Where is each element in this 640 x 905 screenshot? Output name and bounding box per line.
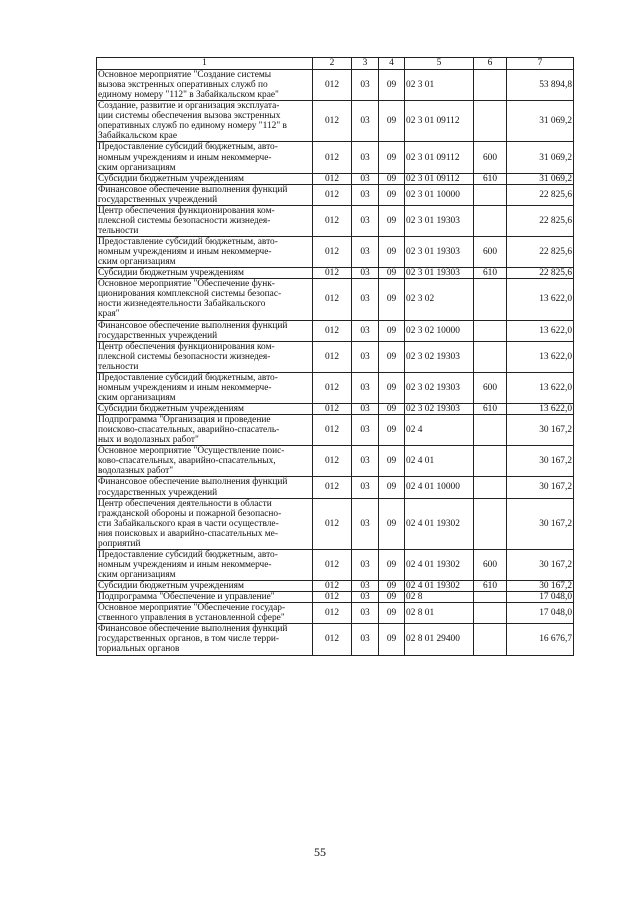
subsection-code-cell: 09 [379,404,405,415]
amount-cell: 16 676,7 [507,624,574,655]
amount-cell: 13 622,0 [507,341,574,372]
ministry-code-cell: 012 [313,70,352,101]
section-code-cell: 03 [352,477,379,498]
ministry-code-cell: 012 [313,205,352,236]
section-code-cell: 03 [352,173,379,184]
table-row [97,498,574,549]
table-row [97,592,574,603]
table-row [97,173,574,184]
target-code-cell: 02 3 01 09112 [405,173,474,184]
ministry-code-cell: 012 [313,237,352,268]
page-number: 55 [314,845,326,859]
ministry-code-cell: 012 [313,279,352,320]
table-body [97,70,574,656]
expense-type-cell [474,320,507,341]
target-code-cell: 02 4 01 19302 [405,581,474,592]
ministry-code-cell: 012 [313,415,352,446]
subsection-code-cell: 09 [379,592,405,603]
section-code-cell: 03 [352,446,379,477]
row-name-cell: Основное мероприятие "Обеспечение государ- ственного управления в установленной сфере" [97,603,313,624]
expense-type-cell: 600 [474,372,507,403]
row-name-cell: Субсидии бюджетным учреждениям [97,268,313,279]
table-row [97,581,574,592]
subsection-code-cell: 09 [379,320,405,341]
table-row [97,603,574,624]
ministry-code-cell: 012 [313,268,352,279]
expense-type-cell: 600 [474,142,507,173]
amount-cell: 22 825,6 [507,237,574,268]
section-code-cell: 03 [352,237,379,268]
row-name-cell: Предоставление субсидий бюджетным, авто- номным учреждениям и иным некоммерче- ским организациям [97,549,313,580]
ministry-code-cell: 012 [313,173,352,184]
expense-type-cell [474,446,507,477]
ministry-code-cell: 012 [313,581,352,592]
expense-type-cell [474,205,507,236]
target-code-cell: 02 3 01 19303 [405,237,474,268]
subsection-code-cell: 09 [379,184,405,205]
subsection-code-cell: 09 [379,477,405,498]
subsection-code-cell: 09 [379,446,405,477]
expense-type-cell: 610 [474,404,507,415]
table-row [97,184,574,205]
expense-type-cell [474,101,507,142]
target-code-cell: 02 8 [405,592,474,603]
expense-type-cell [474,184,507,205]
table-row [97,279,574,320]
ministry-code-cell: 012 [313,184,352,205]
ministry-code-cell: 012 [313,341,352,372]
subsection-code-cell: 09 [379,237,405,268]
amount-cell: 13 622,0 [507,279,574,320]
subsection-code-cell: 09 [379,279,405,320]
expense-type-cell: 600 [474,237,507,268]
target-code-cell: 02 3 01 [405,70,474,101]
row-name-cell: Предоставление субсидий бюджетным, авто- номным учреждениям и иным некоммерче- ским организациям [97,372,313,403]
expense-type-cell [474,70,507,101]
subsection-code-cell: 09 [379,341,405,372]
target-code-cell: 02 3 02 [405,279,474,320]
table-row [97,70,574,101]
amount-cell: 31 069,2 [507,101,574,142]
column-header: 6 [474,58,507,70]
ministry-code-cell: 012 [313,372,352,403]
expense-type-cell [474,603,507,624]
ministry-code-cell: 012 [313,404,352,415]
amount-cell: 53 894,8 [507,70,574,101]
column-header: 2 [313,58,352,70]
amount-cell: 17 048,0 [507,603,574,624]
target-code-cell: 02 3 02 19303 [405,372,474,403]
section-code-cell: 03 [352,184,379,205]
ministry-code-cell: 012 [313,477,352,498]
ministry-code-cell: 012 [313,549,352,580]
target-code-cell: 02 4 01 [405,446,474,477]
row-name-cell: Финансовое обеспечение выполнения функций государственных учреждений [97,184,313,205]
section-code-cell: 03 [352,592,379,603]
target-code-cell: 02 3 02 19303 [405,404,474,415]
row-name-cell: Центр обеспечения функционирования ком- плексной системы безопасности жизнедея- тельности [97,341,313,372]
amount-cell: 31 069,2 [507,142,574,173]
target-code-cell: 02 3 01 19303 [405,268,474,279]
expense-type-cell: 610 [474,173,507,184]
budget-table [96,57,574,656]
table-row [97,268,574,279]
row-name-cell: Субсидии бюджетным учреждениям [97,404,313,415]
row-name-cell: Подпрограмма "Обеспечение и управление" [97,592,313,603]
table-row [97,372,574,403]
subsection-code-cell: 09 [379,549,405,580]
amount-cell: 13 622,0 [507,372,574,403]
section-code-cell: 03 [352,549,379,580]
table-row [97,101,574,142]
column-number-row [97,58,574,70]
expense-type-cell: 600 [474,549,507,580]
amount-cell: 30 167,2 [507,446,574,477]
subsection-code-cell: 09 [379,142,405,173]
table-row [97,404,574,415]
section-code-cell: 03 [352,268,379,279]
target-code-cell: 02 4 01 19302 [405,498,474,549]
column-header: 5 [405,58,474,70]
expense-type-cell [474,415,507,446]
row-name-cell: Финансовое обеспечение выполнения функций государственных учреждений [97,320,313,341]
table-row [97,446,574,477]
target-code-cell: 02 3 02 19303 [405,341,474,372]
section-code-cell: 03 [352,341,379,372]
target-code-cell: 02 4 01 10000 [405,477,474,498]
amount-cell: 30 167,2 [507,415,574,446]
amount-cell: 30 167,2 [507,549,574,580]
subsection-code-cell: 09 [379,415,405,446]
table-row [97,320,574,341]
subsection-code-cell: 09 [379,498,405,549]
amount-cell: 30 167,2 [507,581,574,592]
expense-type-cell [474,477,507,498]
target-code-cell: 02 4 [405,415,474,446]
ministry-code-cell: 012 [313,142,352,173]
section-code-cell: 03 [352,415,379,446]
amount-cell: 22 825,6 [507,268,574,279]
section-code-cell: 03 [352,101,379,142]
expense-type-cell [474,624,507,655]
section-code-cell: 03 [352,279,379,320]
amount-cell: 30 167,2 [507,498,574,549]
section-code-cell: 03 [352,205,379,236]
table-row [97,549,574,580]
row-name-cell: Предоставление субсидий бюджетным, авто- номным учреждениям и иным некоммерче- ским организациям [97,142,313,173]
subsection-code-cell: 09 [379,268,405,279]
section-code-cell: 03 [352,498,379,549]
expense-type-cell [474,279,507,320]
ministry-code-cell: 012 [313,446,352,477]
subsection-code-cell: 09 [379,372,405,403]
section-code-cell: 03 [352,404,379,415]
document-page [96,57,573,656]
table-row [97,341,574,372]
expense-type-cell: 610 [474,581,507,592]
ministry-code-cell: 012 [313,498,352,549]
target-code-cell: 02 8 01 [405,603,474,624]
subsection-code-cell: 09 [379,603,405,624]
amount-cell: 17 048,0 [507,592,574,603]
target-code-cell: 02 3 01 10000 [405,184,474,205]
amount-cell: 22 825,6 [507,184,574,205]
row-name-cell: Создание, развитие и организация эксплуата- ции системы обеспечения вызова экстренных оперативных служб по единому номеру "112" в Забайкальском крае [97,101,313,142]
row-name-cell: Субсидии бюджетным учреждениям [97,581,313,592]
row-name-cell: Финансовое обеспечение выполнения функций государственных учреждений [97,477,313,498]
amount-cell: 13 622,0 [507,404,574,415]
amount-cell: 31 069,2 [507,173,574,184]
table-row [97,237,574,268]
section-code-cell: 03 [352,372,379,403]
column-header: 7 [507,58,574,70]
row-name-cell: Центр обеспечения деятельности в области гражданской обороны и пожарной безопасно- сти Забайкальского края в части осуществле- ния поисковых и аварийно-спасательных ме- роприятий [97,498,313,549]
ministry-code-cell: 012 [313,603,352,624]
section-code-cell: 03 [352,624,379,655]
ministry-code-cell: 012 [313,592,352,603]
amount-cell: 30 167,2 [507,477,574,498]
row-name-cell: Основное мероприятие "Осуществление поис- ково-спасательных, аварийно-спасательных, водолазных работ" [97,446,313,477]
row-name-cell: Основное мероприятие "Обеспечение функ- ционирования комплексной системы безопас- ности жизнедеятельности Забайкальского края" [97,279,313,320]
ministry-code-cell: 012 [313,320,352,341]
row-name-cell: Предоставление субсидий бюджетным, авто- номным учреждениям и иным некоммерче- ским организациям [97,237,313,268]
expense-type-cell [474,592,507,603]
column-header: 3 [352,58,379,70]
column-header: 4 [379,58,405,70]
expense-type-cell [474,341,507,372]
table-row [97,477,574,498]
subsection-code-cell: 09 [379,101,405,142]
section-code-cell: 03 [352,70,379,101]
row-name-cell: Субсидии бюджетным учреждениям [97,173,313,184]
target-code-cell: 02 4 01 19302 [405,549,474,580]
table-row [97,415,574,446]
subsection-code-cell: 09 [379,205,405,236]
column-header: 1 [97,58,313,70]
target-code-cell: 02 3 01 09112 [405,142,474,173]
section-code-cell: 03 [352,320,379,341]
row-name-cell: Финансовое обеспечение выполнения функций государственных органов, в том числе терри- ториальных органов [97,624,313,655]
row-name-cell: Центр обеспечения функционирования ком- плексной системы безопасности жизнедея- тельности [97,205,313,236]
subsection-code-cell: 09 [379,624,405,655]
amount-cell: 22 825,6 [507,205,574,236]
ministry-code-cell: 012 [313,624,352,655]
subsection-code-cell: 09 [379,173,405,184]
subsection-code-cell: 09 [379,70,405,101]
target-code-cell: 02 3 02 10000 [405,320,474,341]
expense-type-cell: 610 [474,268,507,279]
ministry-code-cell: 012 [313,101,352,142]
target-code-cell: 02 3 01 09112 [405,101,474,142]
target-code-cell: 02 8 01 29400 [405,624,474,655]
section-code-cell: 03 [352,603,379,624]
target-code-cell: 02 3 01 19303 [405,205,474,236]
expense-type-cell [474,498,507,549]
row-name-cell: Подпрограмма "Организация и проведение поисково-спасательных, аварийно-спасатель- ных и водолазных работ" [97,415,313,446]
section-code-cell: 03 [352,142,379,173]
table-row [97,624,574,655]
table-row [97,142,574,173]
row-name-cell: Основное мероприятие "Создание системы вызова экстренных оперативных служб по единому номеру "112" в Забайкальском крае" [97,70,313,101]
subsection-code-cell: 09 [379,581,405,592]
amount-cell: 13 622,0 [507,320,574,341]
section-code-cell: 03 [352,581,379,592]
table-row [97,205,574,236]
